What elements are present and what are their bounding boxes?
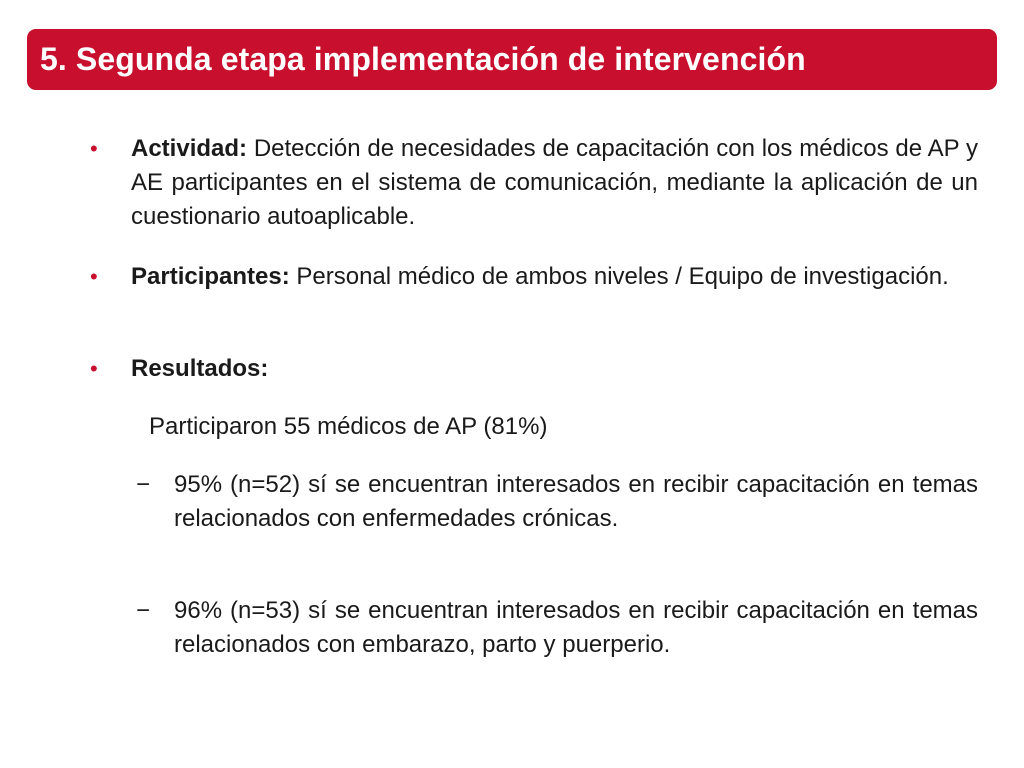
bullet-label: Resultados: — [131, 355, 269, 382]
bullet-label: Actividad: — [131, 135, 248, 162]
dash-marker: − — [136, 471, 151, 498]
slide-title: 5. Segunda etapa implementación de intervención — [40, 41, 806, 77]
bullet-marker: • — [90, 136, 98, 161]
bullet-item-actividad — [131, 132, 978, 234]
bullet-label: Participantes: — [131, 263, 290, 290]
bullet-item-resultados — [131, 352, 978, 386]
bullet-marker: • — [90, 264, 98, 289]
bullet-item-participantes — [131, 260, 978, 294]
result-item: 96% (n=53) sí se encuentran interesados en recibir capacitación en temas relacionados con embarazo, parto y puerperio. — [174, 597, 978, 658]
bullet-text: Detección de necesidades de capacitación con los médicos de AP y AE participantes en el sistema de comunicación, mediante la aplicación de un cuestionario autoaplicable. — [131, 135, 978, 230]
result-item: 95% (n=52) sí se encuentran interesados en recibir capacitación en temas relacionados con enfermedades crónicas. — [174, 471, 978, 532]
bullet-marker: • — [90, 356, 98, 381]
results-intro: Participaron 55 médicos de AP (81%) — [149, 413, 548, 440]
dash-marker: − — [136, 597, 151, 624]
bullet-text: Personal médico de ambos niveles / Equipo de investigación. — [289, 263, 949, 290]
